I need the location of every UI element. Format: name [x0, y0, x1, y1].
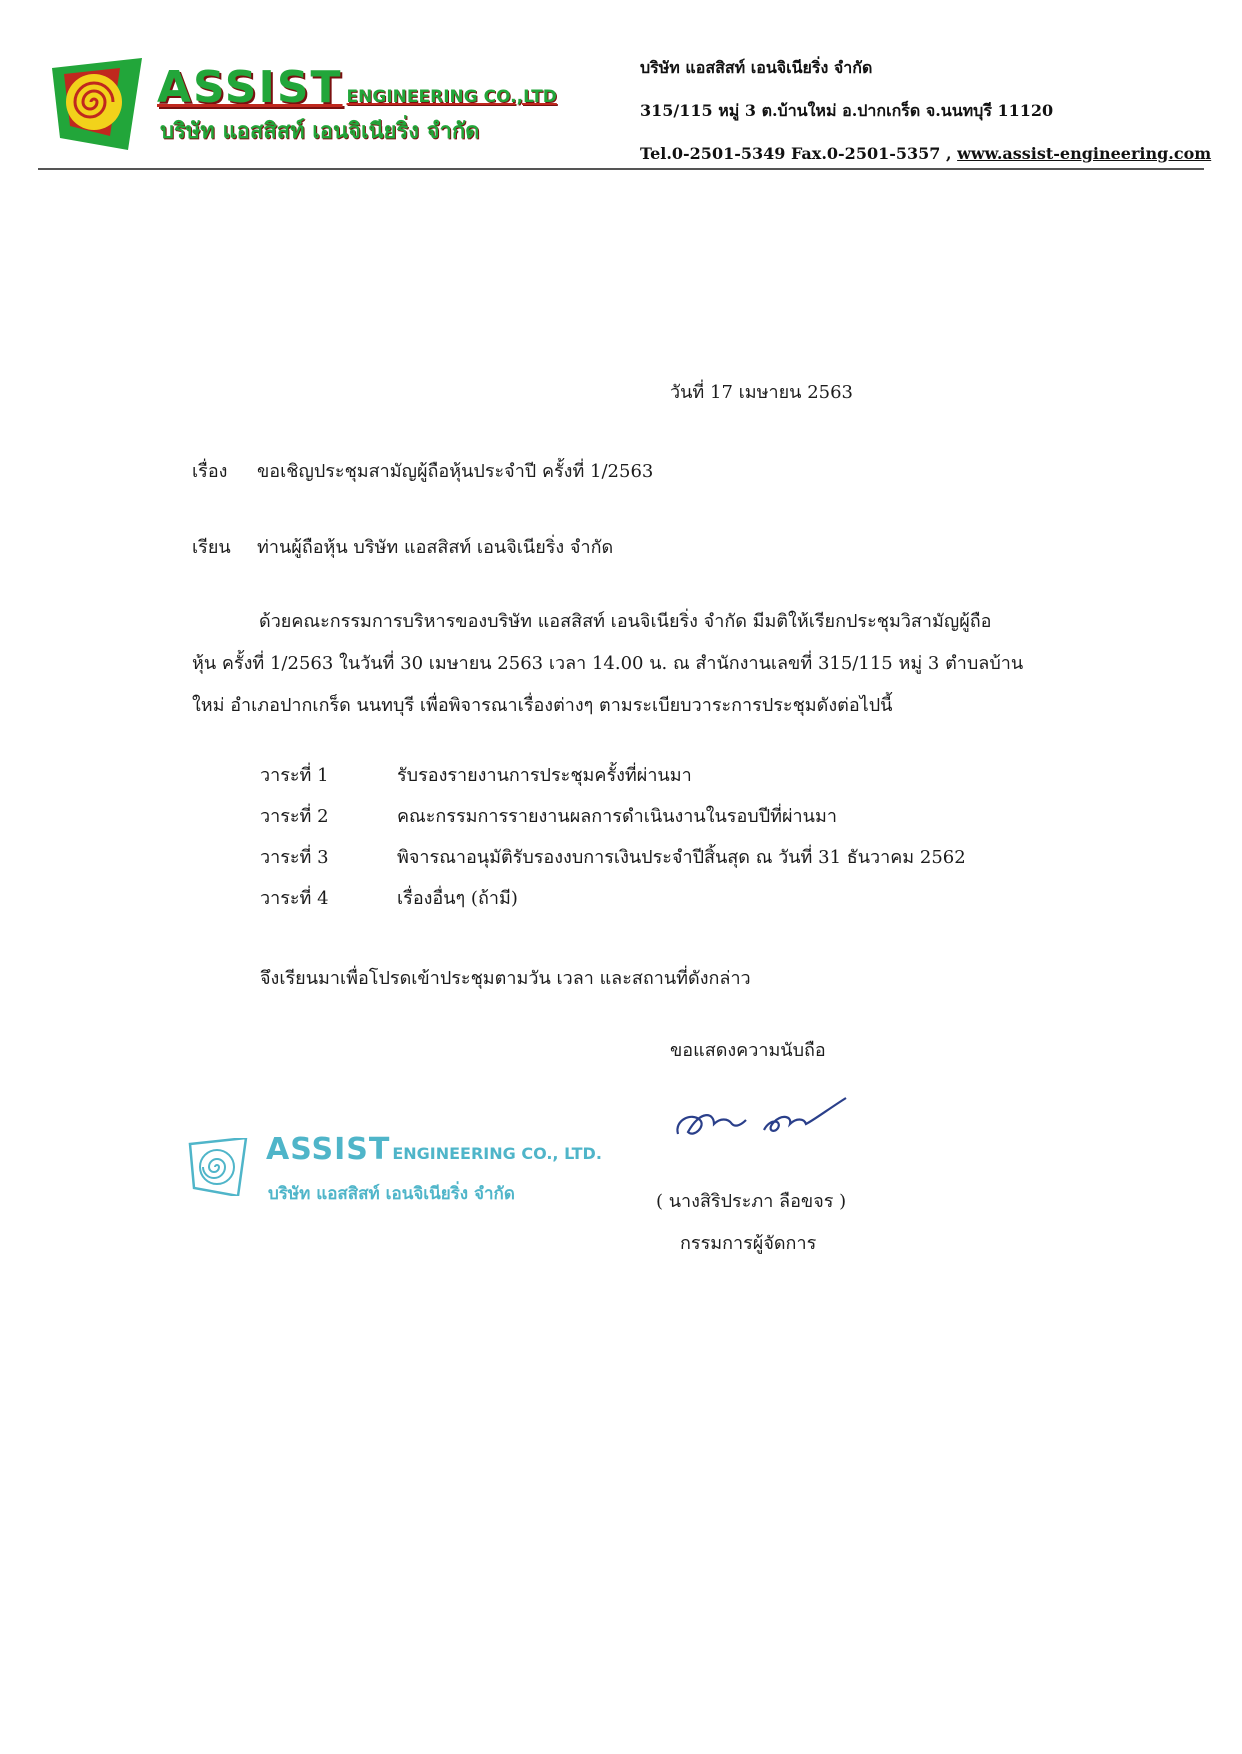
logo-name-main: ASSIST [157, 62, 343, 113]
agenda-description: รับรองรายงานการประชุมครั้งที่ผ่านมา [397, 765, 692, 786]
agenda-number: วาระที่ 4 [260, 888, 329, 909]
header-divider [38, 168, 1204, 170]
company-name: บริษัท แอสสิสท์ เอนจิเนียริ่ง จำกัด [640, 58, 873, 77]
closing-sentence: จึงเรียนมาเพื่อโปรดเข้าประชุมตามวัน เวลา และสถานที่ดังกล่าว [260, 968, 751, 989]
agenda-number: วาระที่ 1 [260, 765, 329, 786]
body-line: ด้วยคณะกรรมการบริหารของบริษัท แอสสิสท์ เอนจิเนียริ่ง จำกัด มีมติให้เรียกประชุมวิสามัญผู้ถือ [259, 611, 992, 632]
company-phone-fax: Tel.0-2501-5349 Fax.0-2501-5357 , [640, 144, 952, 163]
agenda-description: พิจารณาอนุมัติรับรองงบการเงินประจำปีสิ้นสุด ณ วันที่ 31 ธันวาคม 2562 [397, 847, 966, 868]
letter-date: วันที่ 17 เมษายน 2563 [670, 382, 853, 403]
body-paragraph [192, 601, 1072, 727]
company-address: 315/115 หมู่ 3 ต.บ้านใหม่ อ.ปากเกร็ด จ.นนทบุรี 11120 [640, 101, 1054, 120]
signer-name: ( นางสิริประภา ลือขจร ) [656, 1191, 847, 1212]
stamp-logo-icon [188, 1138, 248, 1196]
agenda-description: เรื่องอื่นๆ (ถ้ามี) [397, 888, 518, 909]
regards-text: ขอแสดงความนับถือ [670, 1040, 826, 1061]
agenda-description: คณะกรรมการรายงานผลการดำเนินงานในรอบปีที่ผ่านมา [397, 806, 837, 827]
subject-label: เรื่อง [192, 461, 228, 482]
stamp-name-sub: ENGINEERING CO., LTD. [392, 1144, 602, 1163]
stamp-name-main: ASSIST [266, 1132, 391, 1167]
body-line: ใหม่ อำเภอปากเกร็ด นนทบุรี เพื่อพิจารณาเรื่องต่างๆ ตามระเบียบวาระการประชุมดังต่อไปนี้ [192, 695, 893, 716]
recipient-text: ท่านผู้ถือหุ้น บริษัท แอสสิสท์ เอนจิเนียริ่ง จำกัด [257, 537, 614, 558]
company-website-link[interactable]: www.assist-engineering.com [957, 144, 1212, 163]
company-stamp [188, 1132, 608, 1222]
stamp-thai-name: บริษัท แอสสิสท์ เอนจิเนียริ่ง จำกัด [268, 1184, 515, 1204]
body-line: หุ้น ครั้งที่ 1/2563 ในวันที่ 30 เมษายน 2563 เวลา 14.00 น. ณ สำนักงานเลขที่ 315/115 หมู่ 3 ตำบลบ้าน [192, 653, 1024, 674]
recipient-label: เรียน [192, 537, 231, 558]
agenda-number: วาระที่ 2 [260, 806, 329, 827]
company-info-block [640, 46, 1211, 175]
logo-thai-name: บริษัท แอสสิสท์ เอนจิเนียริ่ง จำกัด [160, 119, 480, 144]
agenda-number: วาระที่ 3 [260, 847, 329, 868]
company-logo-icon [50, 58, 144, 150]
handwritten-signature [670, 1090, 900, 1150]
stamp-english-name [266, 1132, 602, 1167]
subject-text: ขอเชิญประชุมสามัญผู้ถือหุ้นประจำปี ครั้งที่ 1/2563 [257, 461, 654, 482]
signer-title: กรรมการผู้จัดการ [680, 1233, 817, 1254]
logo-name-sub: ENGINEERING CO.,LTD [346, 87, 557, 107]
logo-english-name [157, 62, 557, 113]
